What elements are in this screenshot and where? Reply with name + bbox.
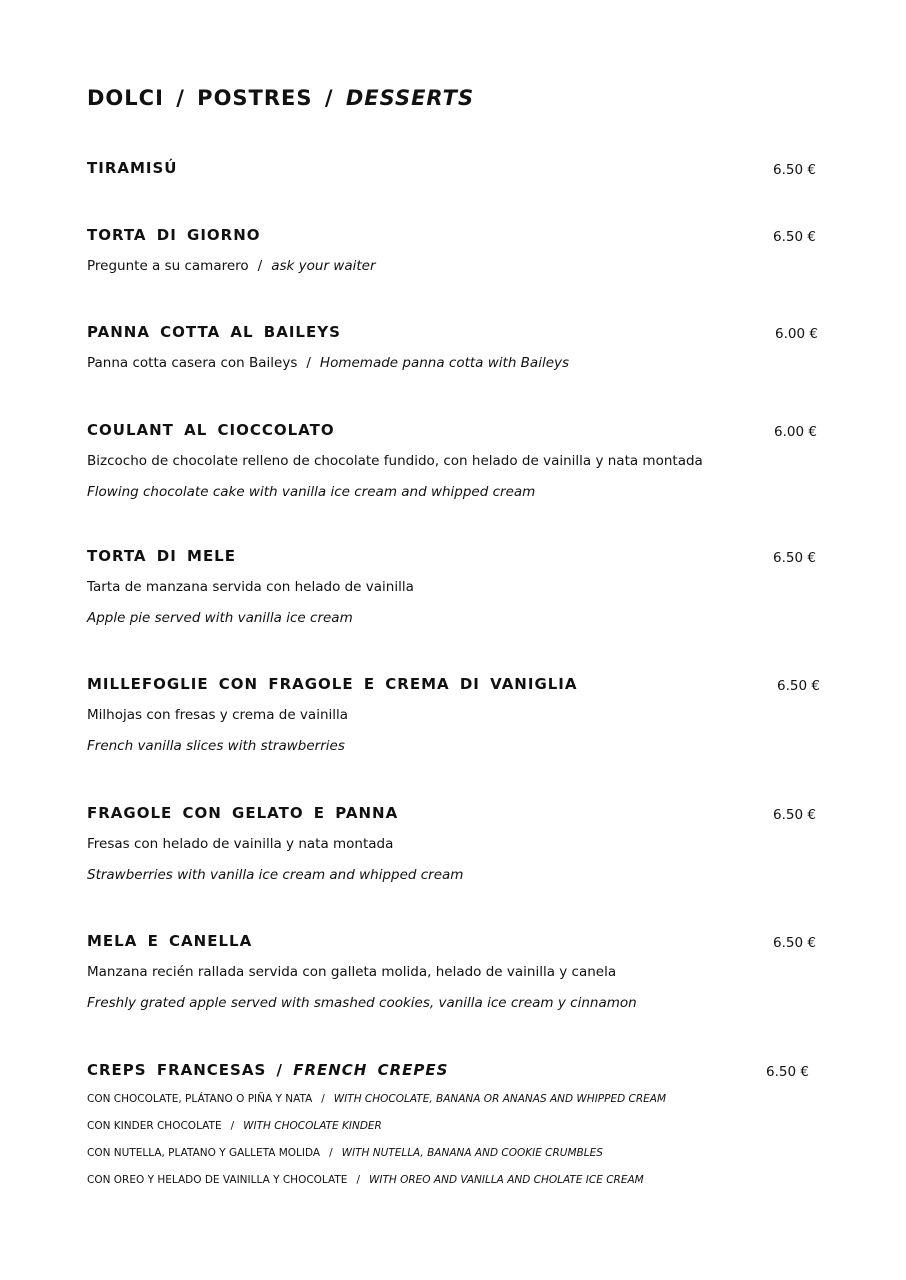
crepe-option [87,1172,827,1188]
item-price: 6.50 € [766,1064,809,1080]
option-es: CON OREO Y HELADO DE VAINILLA Y CHOCOLATE [87,1174,348,1186]
desc-en: Apple pie served with vanilla ice cream [87,610,353,626]
desc-en: Freshly grated apple served with smashed cookies, vanilla ice cream y cinnamon [87,995,637,1011]
menu-item [87,674,827,756]
crepe-option [87,1145,827,1161]
desc-es: Bizcocho de chocolate relleno de chocolate fundido, con helado de vainilla y nata montada [87,453,703,469]
title-en: FRENCH CREPES [293,1061,449,1079]
option-en: WITH CHOCOLATE KINDER [243,1120,382,1132]
title-en: DESSERTS [345,86,475,110]
separator: / [329,1147,333,1159]
desc-en: French vanilla slices with strawberries [87,738,345,754]
desc-es: Pregunte a su camarero [87,258,249,274]
item-price: 6.50 € [773,229,816,245]
item-title [87,1060,827,1080]
desc-es: Milhojas con fresas y crema de vainilla [87,707,349,723]
item-description: Panna cotta casera con Baileys / Homemade panna cotta with Baileys [87,355,570,371]
item-description: Pregunte a su camarero / ask your waiter [87,258,376,274]
desc-es: Fresas con helado de vainilla y nata montada [87,836,394,852]
desc-es: Manzana recién rallada servida con galleta molida, helado de vainilla y canela [87,964,617,980]
item-price: 6.50 € [777,678,820,694]
menu-item-crepes [87,1060,827,1188]
item-title: MILLEFOGLIE CON FRAGOLE E CREMA DI VANIGLIA [87,675,578,693]
desc-en: Strawberries with vanilla ice cream and whipped cream [87,867,464,883]
menu-item [87,225,827,276]
item-price: 6.50 € [773,550,816,566]
option-es: CON CHOCOLATE, PLÁTANO O PIÑA Y NATA [87,1093,313,1105]
option-es: CON KINDER CHOCOLATE [87,1120,222,1132]
option-en: WITH NUTELLA, BANANA AND COOKIE CRUMBLES [341,1147,603,1159]
page-title [87,86,474,110]
separator: / [321,1093,325,1105]
item-title: PANNA COTTA AL BAILEYS [87,323,341,341]
crepe-option [87,1091,827,1107]
item-price: 6.50 € [773,807,816,823]
menu-item [87,420,827,502]
item-price: 6.50 € [773,935,816,951]
option-es: CON NUTELLA, PLATANO Y GALLETA MOLIDA [87,1147,321,1159]
desc-en: ask your waiter [271,258,376,274]
item-title: MELA E CANELLA [87,932,253,950]
menu-item [87,158,827,178]
desc-es: Tarta de manzana servida con helado de vainilla [87,579,414,595]
item-price: 6.50 € [773,162,816,178]
crepe-option [87,1118,827,1134]
item-title: TORTA DI MELE [87,547,236,565]
menu-item [87,322,827,373]
item-title: TORTA DI GIORNO [87,226,261,244]
item-price: 6.00 € [774,424,817,440]
separator: / [230,1120,235,1132]
desc-es: Panna cotta casera con Baileys [87,355,298,371]
item-price: 6.00 € [775,326,818,342]
menu-item [87,931,827,1013]
title-es-it: DOLCI / POSTRES / [87,86,334,110]
item-title: FRAGOLE CON GELATO E PANNA [87,804,399,822]
menu-item [87,803,827,885]
item-title: TIRAMISÚ [87,159,178,177]
option-en: WITH CHOCOLATE, BANANA OR ANANAS AND WHIPPED CREAM [333,1093,667,1105]
desc-en: Flowing chocolate cake with vanilla ice cream and whipped cream [87,484,536,500]
desc-en: Homemade panna cotta with Baileys [319,355,570,371]
title-es: CREPS FRANCESAS / [87,1061,283,1079]
menu-item [87,546,827,628]
option-en: WITH OREO AND VANILLA AND CHOLATE ICE CREAM [368,1174,644,1186]
item-title: COULANT AL CIOCCOLATO [87,421,335,439]
separator: / [356,1174,360,1186]
